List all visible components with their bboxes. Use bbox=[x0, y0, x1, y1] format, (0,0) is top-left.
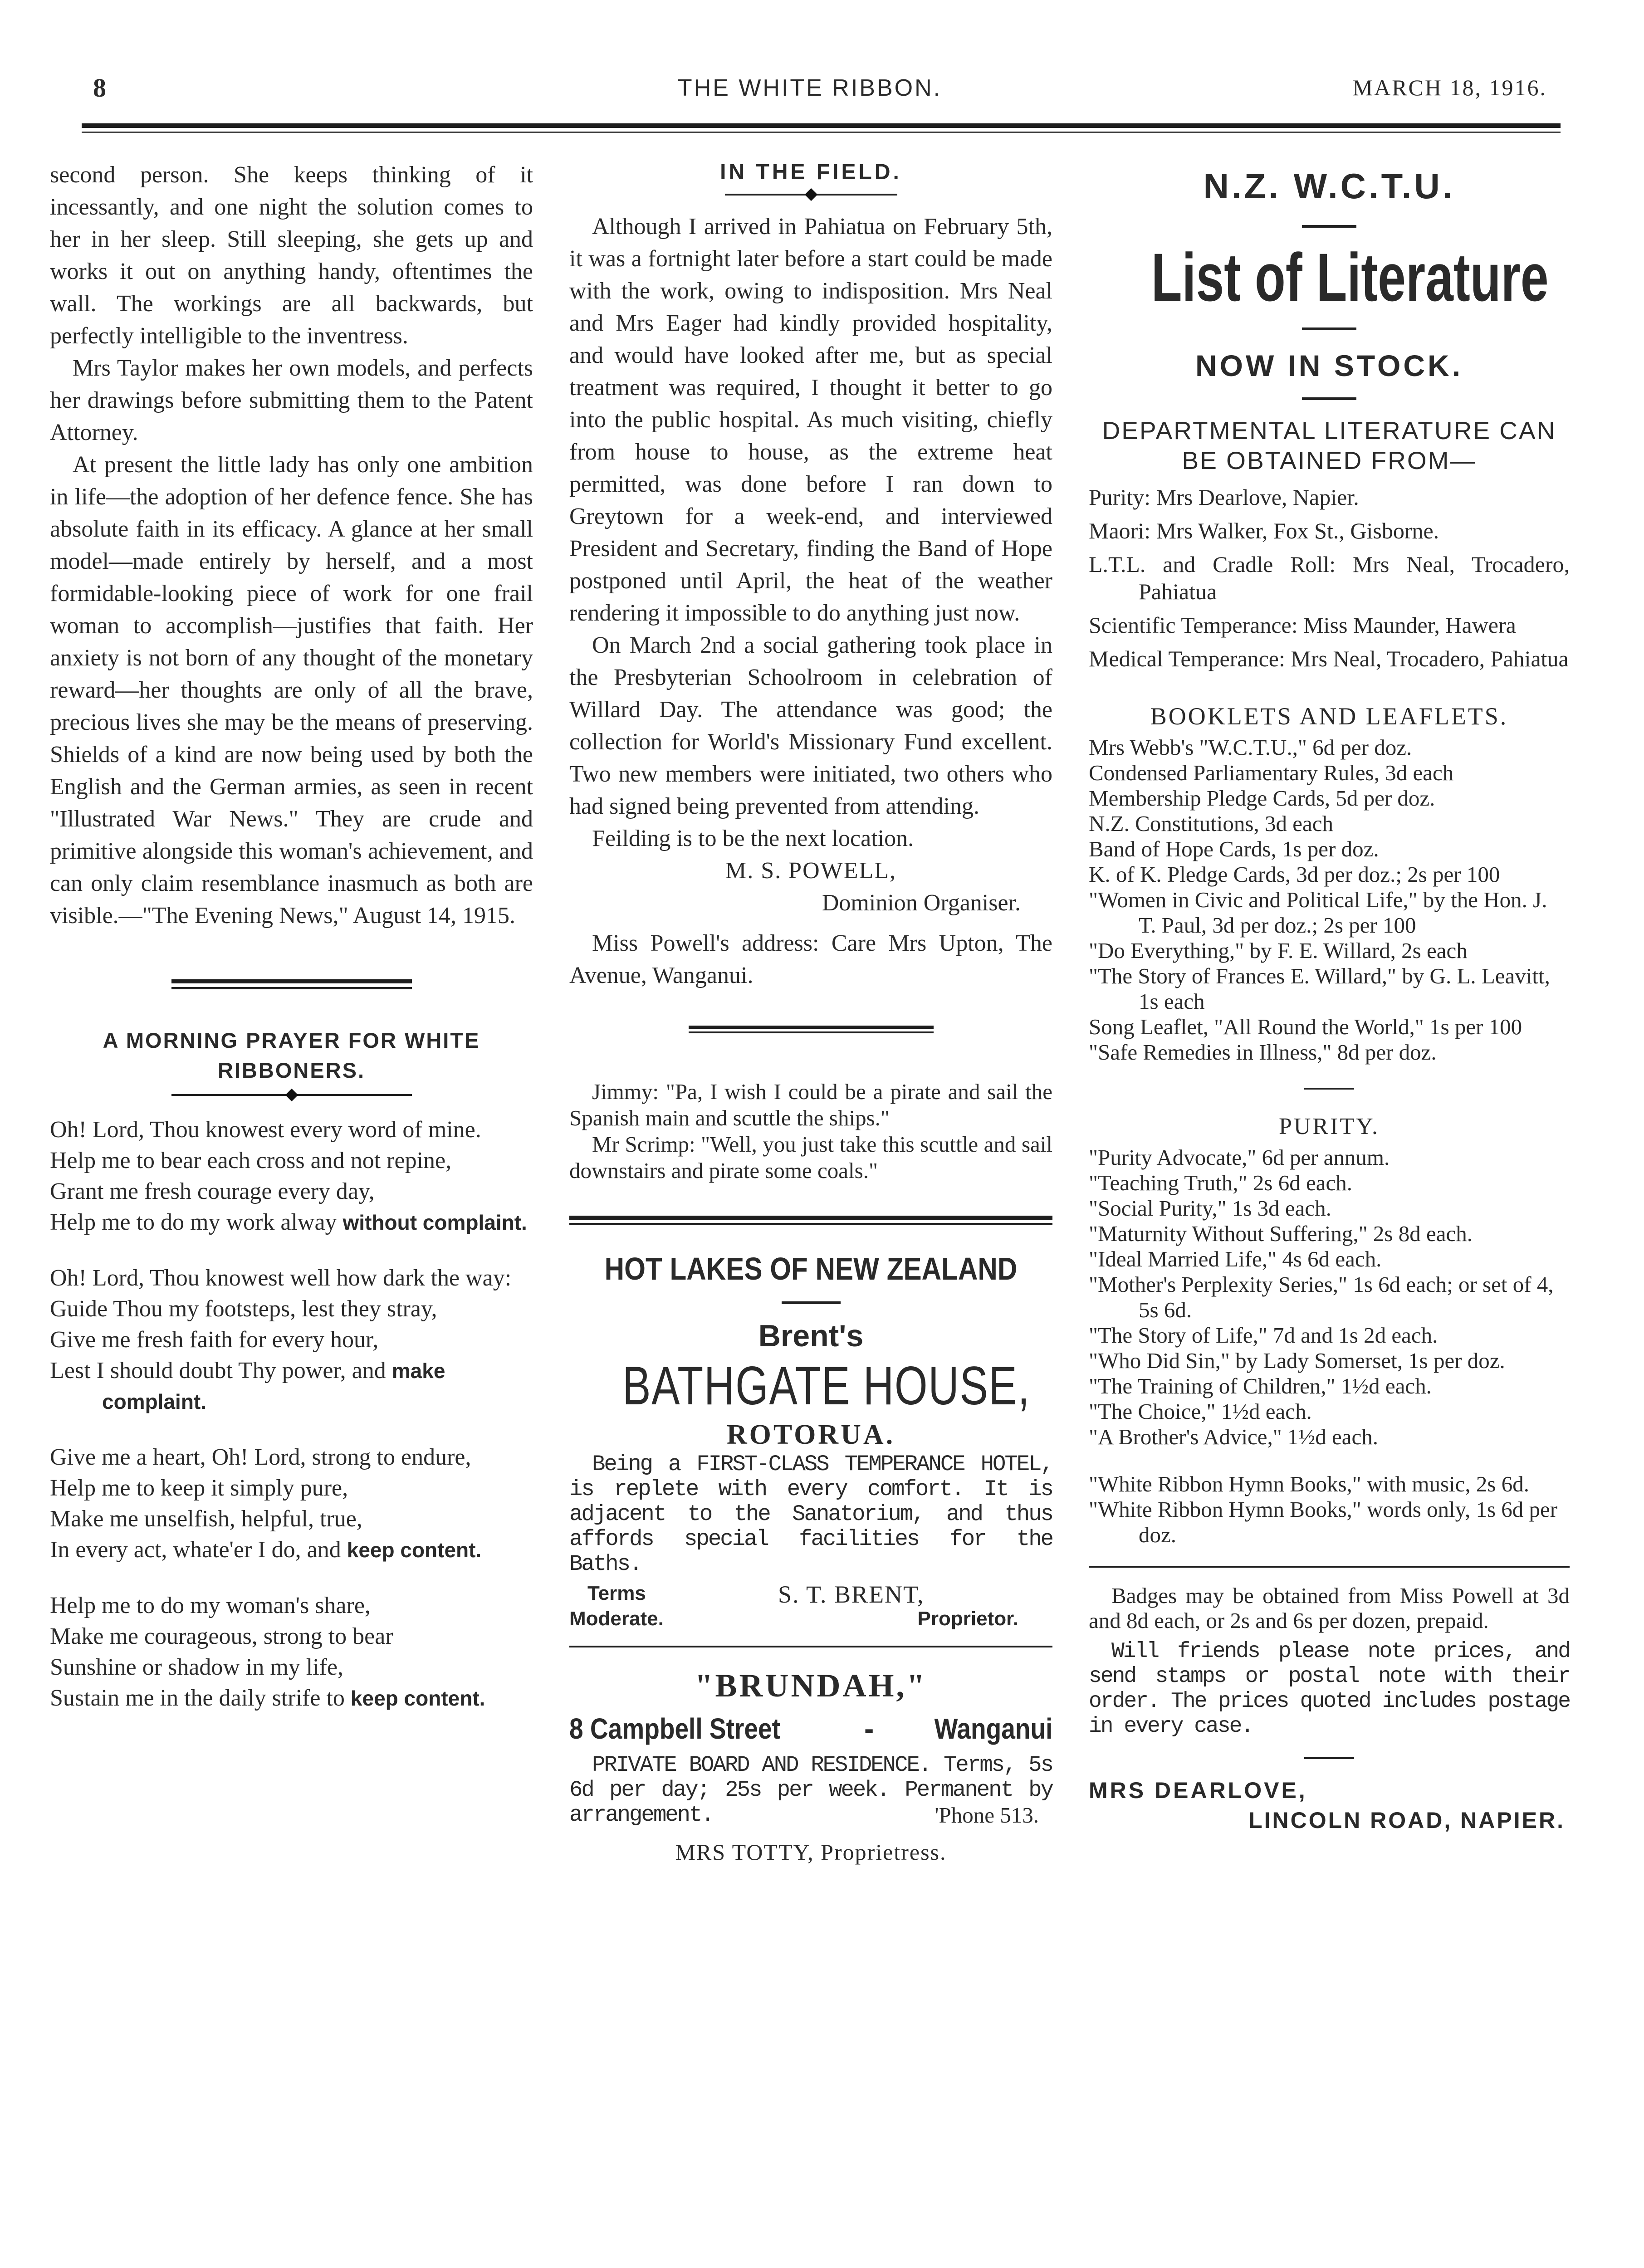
ornament-divider bbox=[171, 1089, 412, 1101]
purity-item: "Mother's Perplexity Series," 1s 6d each; or set of 4, 5s 6d. bbox=[1089, 1272, 1554, 1322]
booklet-item: "Women in Civic and Political Life," by the Hon. J. T. Paul, 3d per doz.; 2s per 100 bbox=[1089, 887, 1547, 938]
prayer-stanza bbox=[50, 1590, 533, 1714]
poem-line bbox=[50, 1535, 533, 1565]
poem-line bbox=[50, 1355, 533, 1417]
poem-line bbox=[50, 1207, 533, 1238]
booklet-item: Mrs Webb's "W.C.T.U.," 6d per doz. bbox=[1089, 735, 1412, 760]
booklet-item: "The Story of Frances E. Willard," by G. L. Leavitt, 1s each bbox=[1089, 963, 1550, 1014]
ad-headline: HOT LAKES OF NEW ZEALAND bbox=[604, 1251, 1018, 1286]
poem-line: Give me a heart, Oh! Lord, strong to endure, bbox=[50, 1444, 471, 1470]
ad-terms-value: Moderate. bbox=[569, 1608, 664, 1630]
bathgate-house-ad bbox=[569, 1250, 1052, 1637]
ad-owner: S. T. BRENT, bbox=[778, 1581, 925, 1608]
booklet-item: K. of K. Pledge Cards, 3d per doz.; 2s per 100 bbox=[1089, 862, 1500, 887]
brundah-ad bbox=[569, 1666, 1052, 1870]
ad-rule bbox=[782, 1301, 841, 1304]
dept-item: Maori: Mrs Walker, Fox St., Gisborne. bbox=[1089, 518, 1439, 543]
ad-brand: Brent's bbox=[758, 1319, 864, 1353]
literature-title: List of Literature bbox=[1151, 239, 1549, 315]
joke-line: Mr Scrimp: "Well, you just take this scuttle and sail downstairs and pirate some coals." bbox=[569, 1132, 1052, 1183]
column-left bbox=[50, 159, 533, 1739]
prayer-stanza bbox=[50, 1114, 533, 1238]
purity-item: "The Story of Life," 7d and 1s 2d each. bbox=[1089, 1323, 1438, 1348]
title-rule bbox=[1302, 397, 1356, 400]
ad-place: ROTORUA. bbox=[726, 1419, 895, 1450]
title-rule bbox=[1302, 225, 1356, 228]
ad-brundah-address bbox=[569, 1712, 1052, 1753]
booklets-heading: BOOKLETS AND LEAFLETS. bbox=[1150, 703, 1508, 730]
journal-title: THE WHITE RIBBON. bbox=[677, 75, 942, 101]
friends-note: Will friends please note prices, and send stamps or postal note with their order. The prices quoted includes postage in every case. bbox=[1089, 1639, 1570, 1739]
purity-item: "Maturnity Without Suffering," 2s 8d each. bbox=[1089, 1221, 1473, 1246]
purity-item: "Who Did Sin," by Lady Somerset, 1s per doz. bbox=[1089, 1348, 1505, 1373]
ad-hotel-name: BATHGATE HOUSE, bbox=[622, 1355, 1031, 1416]
ad-body: Being a FIRST-CLASS TEMPERANCE HOTEL, is replete with every comfort. It is adjacent to the Sanatorium, and thus affords special facilities for the Baths. bbox=[569, 1452, 1052, 1577]
poem-line: Grant me fresh courage every day, bbox=[50, 1178, 375, 1204]
dept-item: L.T.L. and Cradle Roll: Mrs Neal, Trocadero, Pahiatua bbox=[1089, 552, 1570, 604]
badges-note: Badges may be obtained from Miss Powell at 3d and 8d each, or 2s and 6s per dozen, prepaid. bbox=[1089, 1583, 1570, 1633]
ad-phone: 'Phone 513. bbox=[935, 1803, 1039, 1828]
ad-terms-label: Terms bbox=[587, 1582, 646, 1604]
purity-item: "Ideal Married Life," 4s 6d each. bbox=[1089, 1246, 1382, 1271]
article-paragraph: Mrs Taylor makes her own models, and perfects her drawings before submitting them to the Patent Attorney. bbox=[50, 355, 533, 445]
ad-street: 8 Campbell Street bbox=[569, 1712, 780, 1745]
ad-terms-row bbox=[569, 1582, 1052, 1637]
ad-body: PRIVATE BOARD AND RESIDENCE. Terms, 5s 6d per day; 25s per week. Permanent by arrangement. bbox=[569, 1752, 1052, 1828]
field-paragraph: Although I arrived in Pahiatua on February 5th, it was a fortnight later before a start could be made with the work, owing to indisposition. Mrs Neal and Mrs Eager had kindly provided hospitality, and would have looked after me, but as special treatment was required, I thought it better to go into the public hospital. As much visiting, chiefly from house to house, as the extreme heat permitted, was done before I ran down to Greytown for a week-end, and interviewed President and Secretary, finding the Band of Hope postponed until April, the heat of the weather rendering it impossible to do anything just now. bbox=[569, 214, 1052, 626]
purity-item: "The Choice," 1½d each. bbox=[1089, 1399, 1312, 1424]
hymn-item: "White Ribbon Hymn Books," with music, 2s 6d. bbox=[1089, 1471, 1530, 1496]
poem-text: In every act, whate'er I do, and bbox=[50, 1537, 341, 1563]
ad-brundah-name: "BRUNDAH," bbox=[695, 1667, 927, 1704]
poem-bold-tail: without complaint. bbox=[342, 1211, 527, 1234]
signature-name: M. S. POWELL, bbox=[725, 858, 896, 884]
poem-line: Sunshine or shadow in my life, bbox=[50, 1654, 344, 1680]
running-header bbox=[50, 73, 1570, 109]
dept-item: Scientific Temperance: Miss Maunder, Hawera bbox=[1089, 612, 1516, 638]
prayer-title: A MORNING PRAYER FOR WHITE RIBBONERS. bbox=[103, 1028, 480, 1082]
article-paragraph: second person. She keeps thinking of it incessantly, and one night the solution comes to her in her sleep. Still sleeping, she gets up and works it out on anything handy, oftentimes the wall. The workings are all backwards, but perfectly intelligible to the inventress. bbox=[50, 162, 533, 349]
stock-subtitle: NOW IN STOCK. bbox=[1195, 349, 1463, 382]
booklets-list bbox=[1089, 735, 1570, 1065]
poem-line: Give me fresh faith for every hour, bbox=[50, 1327, 379, 1353]
booklet-item: Song Leaflet, "All Round the World," 1s per 100 bbox=[1089, 1014, 1522, 1039]
poem-line: Oh! Lord, Thou knowest well how dark the way: bbox=[50, 1265, 512, 1291]
booklet-item: "Do Everything," by F. E. Willard, 2s each bbox=[1089, 938, 1468, 963]
dept-item: Purity: Mrs Dearlove, Napier. bbox=[1089, 484, 1359, 510]
hymn-list bbox=[1089, 1471, 1570, 1548]
section-rule bbox=[1304, 1088, 1354, 1090]
dept-list bbox=[1089, 484, 1570, 672]
purity-item: "Social Purity," 1s 3d each. bbox=[1089, 1196, 1331, 1221]
poem-text: Lest I should doubt Thy power, and bbox=[50, 1358, 386, 1383]
joke-line: Jimmy: "Pa, I wish I could be a pirate and sail the Spanish main and scuttle the ships." bbox=[569, 1079, 1052, 1130]
booklet-item: "Safe Remedies in Illness," 8d per doz. bbox=[1089, 1040, 1437, 1065]
ad-divider bbox=[569, 1216, 1052, 1220]
poem-line: Make me unselfish, helpful, true, bbox=[50, 1506, 362, 1532]
purity-item: "Teaching Truth," 2s 6d each. bbox=[1089, 1170, 1352, 1195]
poem-line: Help me to bear each cross and not repine, bbox=[50, 1148, 452, 1173]
contact-rule bbox=[1304, 1757, 1354, 1759]
poem-line: Help me to keep it simply pure, bbox=[50, 1475, 348, 1501]
field-paragraph: On March 2nd a social gathering took place in the Presbyterian Schoolroom in celebration of Willard Day. The attendance was good; the collection for World's Missionary Fund excellent. Two new members were initiated, two others who had signed being prevented from attending. bbox=[569, 632, 1052, 819]
poem-line: Make me courageous, strong to bear bbox=[50, 1623, 393, 1649]
poem-line: Guide Thou my footsteps, lest they stray, bbox=[50, 1296, 437, 1322]
purity-list bbox=[1089, 1145, 1570, 1450]
dept-item: Medical Temperance: Mrs Neal, Trocadero, Pahiatua bbox=[1089, 646, 1569, 671]
header-rule-thin bbox=[82, 132, 1561, 133]
poem-bold-tail: make complaint. bbox=[102, 1359, 445, 1413]
contact-address: LINCOLN ROAD, NAPIER. bbox=[1248, 1808, 1565, 1833]
booklet-item: Band of Hope Cards, 1s per doz. bbox=[1089, 836, 1379, 861]
booklet-item: N.Z. Constitutions, 3d each bbox=[1089, 811, 1333, 836]
section-divider bbox=[171, 979, 412, 983]
ornament-divider bbox=[725, 189, 897, 200]
title-rule bbox=[1302, 327, 1356, 330]
poem-line: Help me to do my woman's share, bbox=[50, 1593, 371, 1618]
purity-item: "A Brother's Advice," 1½d each. bbox=[1089, 1424, 1379, 1449]
purity-item: "Purity Advocate," 6d per annum. bbox=[1089, 1145, 1390, 1170]
column-middle bbox=[569, 159, 1052, 1870]
field-title: IN THE FIELD. bbox=[720, 160, 902, 184]
signature-title: Dominion Organiser. bbox=[822, 890, 1021, 916]
poem-text: Help me to do my work alway bbox=[50, 1209, 337, 1235]
article-paragraph: At present the little lady has only one ambition in life—the adoption of her defence fence. She has absolute faith in its efficacy. A glance at her small model—made entirely by herself, and a most formidable-looking piece of work for one frail woman to accomplish—justifies that faith. Her anxiety is not born of any thought of the monetary reward—her thoughts are only of all the brave, precious lives she may be the means of preserving. Shields of a kind are now being used by both the English and the German armies, as seen in recent "Illustrated War News." They are crude and primitive alongside this woman's achievement, and can only claim resemblance inasmuch as both are visible.—"The Evening News," August 14, 1915. bbox=[50, 452, 533, 929]
section-divider bbox=[689, 1026, 934, 1029]
page-number: 8 bbox=[93, 73, 106, 103]
prayer-stanza bbox=[50, 1442, 533, 1565]
ad-proprietress: MRS TOTTY, Proprietress. bbox=[675, 1839, 947, 1865]
booklet-item: Condensed Parliamentary Rules, 3d each bbox=[1089, 760, 1454, 785]
organiser-address: Miss Powell's address: Care Mrs Upton, The Avenue, Wanganui. bbox=[569, 930, 1052, 988]
ad-town: Wanganui bbox=[934, 1712, 1052, 1745]
field-paragraph: Feilding is to be the next location. bbox=[592, 826, 914, 851]
ad-separator: - bbox=[864, 1712, 874, 1745]
org-title: N.Z. W.C.T.U. bbox=[1203, 166, 1455, 206]
poem-bold-tail: keep content. bbox=[350, 1686, 485, 1710]
prayer-stanza bbox=[50, 1263, 533, 1417]
notes-divider bbox=[1089, 1566, 1570, 1568]
poem-line bbox=[50, 1683, 533, 1714]
purity-heading: PURITY. bbox=[1278, 1114, 1380, 1139]
issue-date: MARCH 18, 1916. bbox=[1352, 75, 1547, 100]
poem-line: Oh! Lord, Thou knowest every word of mine. bbox=[50, 1117, 481, 1143]
poem-text: Sustain me in the daily strife to bbox=[50, 1685, 345, 1711]
header-rule bbox=[82, 123, 1561, 128]
poem-bold-tail: keep content. bbox=[347, 1538, 482, 1562]
dept-heading: DEPARTMENTAL LITERATURE CAN BE OBTAINED FROM— bbox=[1102, 416, 1556, 474]
purity-item: "The Training of Children," 1½d each. bbox=[1089, 1374, 1432, 1398]
ad-owner-title: Proprietor. bbox=[917, 1608, 1018, 1630]
column-right bbox=[1089, 159, 1570, 1835]
hymn-item: "White Ribbon Hymn Books," words only, 1s 6d per doz. bbox=[1089, 1497, 1558, 1547]
booklet-item: Membership Pledge Cards, 5d per doz. bbox=[1089, 786, 1435, 811]
contact-name: MRS DEARLOVE, bbox=[1089, 1778, 1307, 1803]
